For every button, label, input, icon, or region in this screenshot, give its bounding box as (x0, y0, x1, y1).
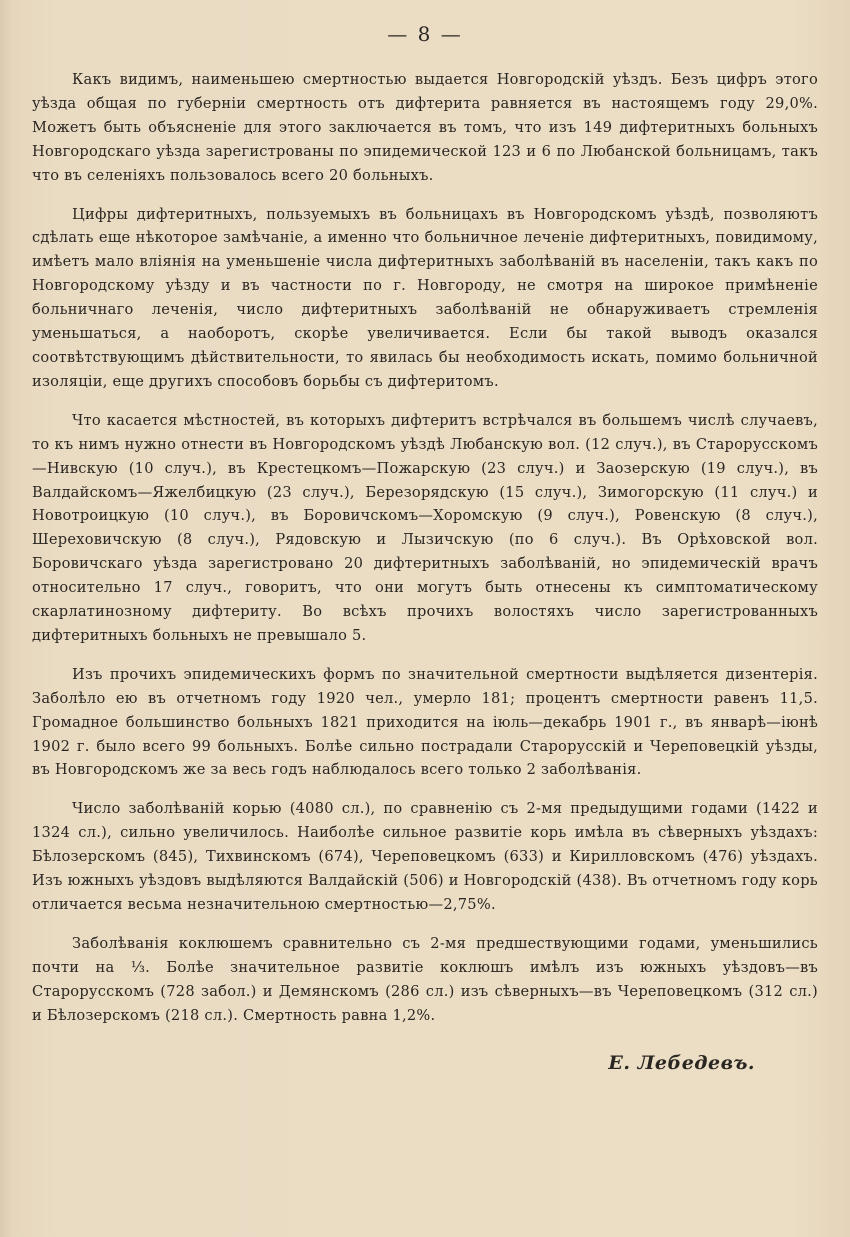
paragraph-diphtheria-mortality: Какъ видимъ, наименьшею смертностью выдается Новгородскій уѣздъ. Безъ цифръ этого уѣзда общая по губерніи смертность отъ дифтерита равняется въ настоящемъ году 29,0%. Можетъ быть объясненіе для этого заключается въ томъ, что изъ 149 дифтеритныхъ больныхъ Новгородскаго уѣзда зарегистрованы по эпидемической 123 и 6 по Любанской больницамъ, такъ что въ селеніяхъ пользовалось всего 20 больныхъ. (32, 71, 818, 184)
paragraph-measles: Число заболѣваній корью (4080 сл.), по сравненію съ 2-мя предыдущими годами (1422 и 1324 сл.), сильно увеличилось. Наиболѣе сильное развитіе корь имѣла въ сѣверныхъ уѣздахъ: Бѣлозерскомъ (845), Тихвинскомъ (674), Череповецкомъ (633) и Кирилловскомъ (476) уѣздахъ. Изъ южныхъ уѣздовъ выдѣляются Валдайскій (506) и Новгородскій (438). Въ отчетномъ году корь отличается весьма незначительною смертностью—2,75%. (32, 800, 818, 913)
body-text (32, 68, 818, 1043)
author-signature: Е. Лебедевъ. (608, 1052, 755, 1074)
paragraph-localities: Что касается мѣстностей, въ которыхъ дифтеритъ встрѣчался въ большемъ числѣ случаевъ, то къ нимъ нужно отнести въ Новгородскомъ уѣздѣ Любанскую вол. (12 случ.), въ Старорусскомъ—Нивскую (10 случ.), въ Крестецкомъ—Пожарскую (23 случ.) и Заозерскую (19 случ.), въ Валдайскомъ—Яжелбицкую (23 случ.), Березорядскую (15 случ.), Зимогорскую (11 случ.) и Новотроицкую (10 случ.), въ Боровичскомъ—Хоромскую (9 случ.), Ровенскую (8 случ.), Шереховичскую (8 случ.), Рядовскую и Лызичскую (по 6 случ.). Въ Орѣховской вол. Боровичскаго уѣзда зарегистровано 20 дифтеритныхъ заболѣваній, но эпидемическій врачъ относительно 17 случ., говоритъ, что они могутъ быть отнесены къ симптоматическому скарлатинозному дифтериту. Во всѣхъ прочихъ волостяхъ число зарегистрованныхъ дифтеритныхъ больныхъ не превышало 5. (32, 411, 818, 644)
page-number: — 8 — (387, 22, 463, 46)
paragraph-whooping-cough: Заболѣванія коклюшемъ сравнительно съ 2-мя предшествующими годами, уменьшились почти на ⅓. Болѣе значительное развитіе коклюшъ имѣлъ изъ южныхъ уѣздовъ—въ Старорусскомъ (728 забол.) и Демянскомъ (286 сл.) изъ сѣверныхъ—въ Череповецкомъ (312 сл.) и Бѣлозерскомъ (218 сл.). Смертность равна 1,2%. (32, 934, 818, 1024)
paragraph-dysentery: Изъ прочихъ эпидемическихъ формъ по значительной смертности выдѣляется дизентерія. Заболѣло ею въ отчетномъ году 1920 чел., умерло 181; процентъ смертности равенъ 11,5. Громадное большинство больныхъ 1821 приходится на іюль—декабрь 1901 г., въ январѣ—іюнѣ 1902 г. было всего 99 больныхъ. Болѣе сильно пострадали Старорусскій и Череповецкій уѣзды, въ Новгородскомъ же за весь годъ наблюдалось всего только 2 заболѣванія. (32, 665, 818, 779)
paragraph-hospital-treatment: Цифры дифтеритныхъ, пользуемыхъ въ больницахъ въ Новгородскомъ уѣздѣ, позволяютъ сдѣлать еще нѣкоторое замѣчаніе, а именно что больничное леченіе дифтеритныхъ, повидимому, имѣетъ мало вліянія на уменьшеніе числа дифтеритныхъ заболѣваній въ населеніи, такъ какъ по Новгородскому уѣзду и въ частности по г. Новгороду, не смотря на широкое примѣненіе больничнаго леченія, число дифтеритныхъ заболѣваній не обнаруживаетъ стремленія уменьшаться, а наоборотъ, скорѣе увеличивается. Если бы такой выводъ оказался соотвѣтствующимъ дѣйствительности, то явилась бы необходимость искать, помимо больничной изоляціи, еще другихъ способовъ борьбы съ дифтеритомъ. (32, 205, 818, 390)
